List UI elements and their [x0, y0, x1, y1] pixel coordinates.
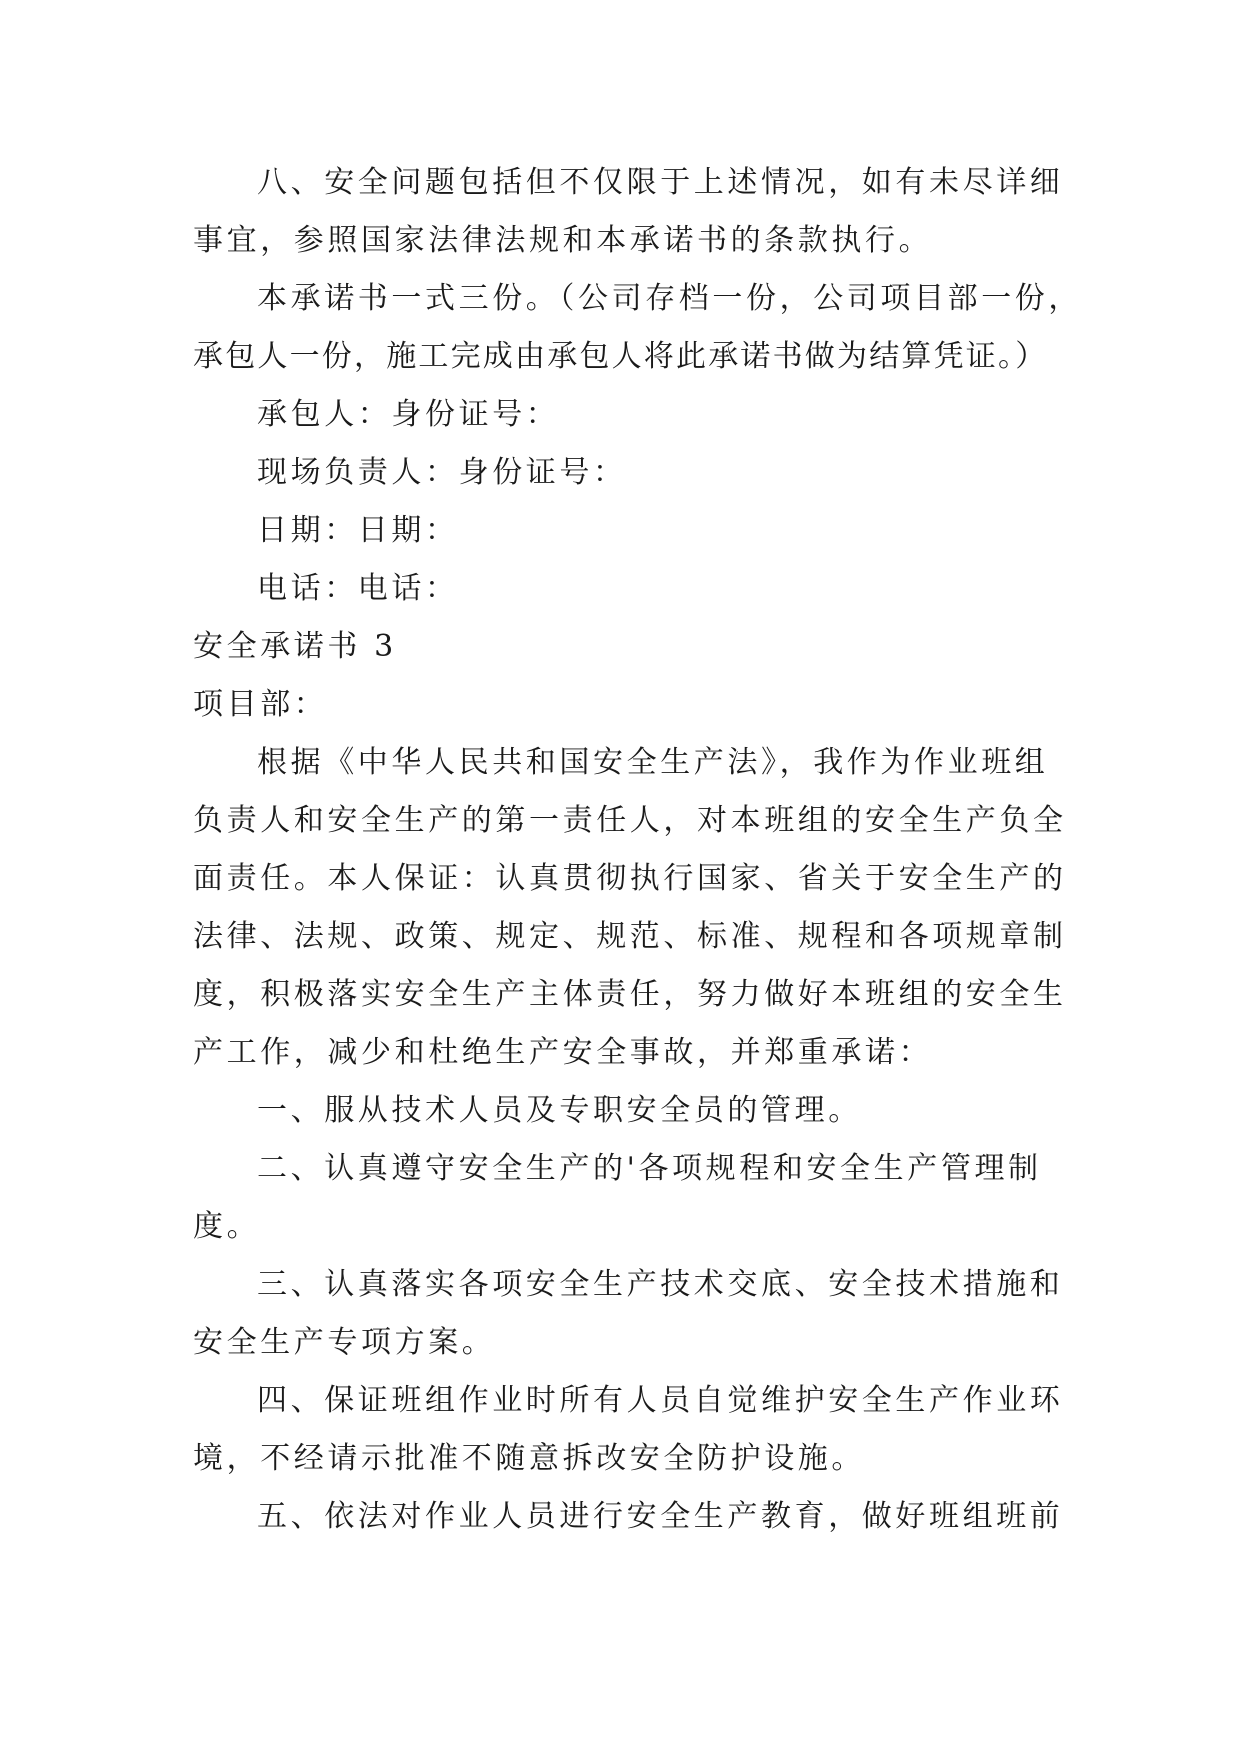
paragraph-line: 八、安全问题包括但不仅限于上述情况，如有未尽详细 [257, 165, 1064, 200]
commitment-item-1: 一、服从技术人员及专职安全员的管理。 [257, 1093, 862, 1128]
paragraph-line: 承包人一份，施工完成由承包人将此承诺书做为结算凭证。） [193, 339, 1048, 374]
section-title: 安全承诺书 3 [193, 629, 397, 664]
commitment-item-3: 三、认真落实各项安全生产技术交底、安全技术措施和 [257, 1267, 1064, 1302]
paragraph-line: 度。 [193, 1209, 261, 1244]
paragraph-line: 安全生产专项方案。 [193, 1325, 496, 1360]
paragraph-line: 产工作，减少和杜绝生产安全事故，并郑重承诺： [193, 1035, 933, 1070]
paragraph-line: 本承诺书一式三份。（公司存档一份，公司项目部一份， [257, 281, 1082, 316]
phone-line: 电话：电话： [257, 571, 459, 606]
signature-line-contractor: 承包人：身份证号： [257, 397, 560, 432]
commitment-item-2: 二、认真遵守安全生产的'各项规程和安全生产管理制 [257, 1151, 1042, 1186]
addressee: 项目部： [193, 687, 328, 722]
date-line: 日期：日期： [257, 513, 459, 548]
paragraph-line: 法律、法规、政策、规定、规范、标准、规程和各项规章制 [193, 919, 1067, 954]
paragraph-line: 度，积极落实安全生产主体责任，努力做好本班组的安全生 [193, 977, 1067, 1012]
paragraph-line: 负责人和安全生产的第一责任人，对本班组的安全生产负全 [193, 803, 1067, 838]
paragraph-line: 根据《中华人民共和国安全生产法》，我作为作业班组 [257, 745, 1049, 780]
commitment-item-5: 五、依法对作业人员进行安全生产教育，做好班组班前 [257, 1499, 1064, 1534]
paragraph-line: 面责任。本人保证：认真贯彻执行国家、省关于安全生产的 [193, 861, 1067, 896]
paragraph-line: 境，不经请示批准不随意拆改安全防护设施。 [193, 1441, 865, 1476]
paragraph-line: 事宜，参照国家法律法规和本承诺书的条款执行。 [193, 223, 933, 258]
signature-line-site-manager: 现场负责人：身份证号： [257, 455, 627, 490]
commitment-item-4: 四、保证班组作业时所有人员自觉维护安全生产作业环 [257, 1383, 1064, 1418]
